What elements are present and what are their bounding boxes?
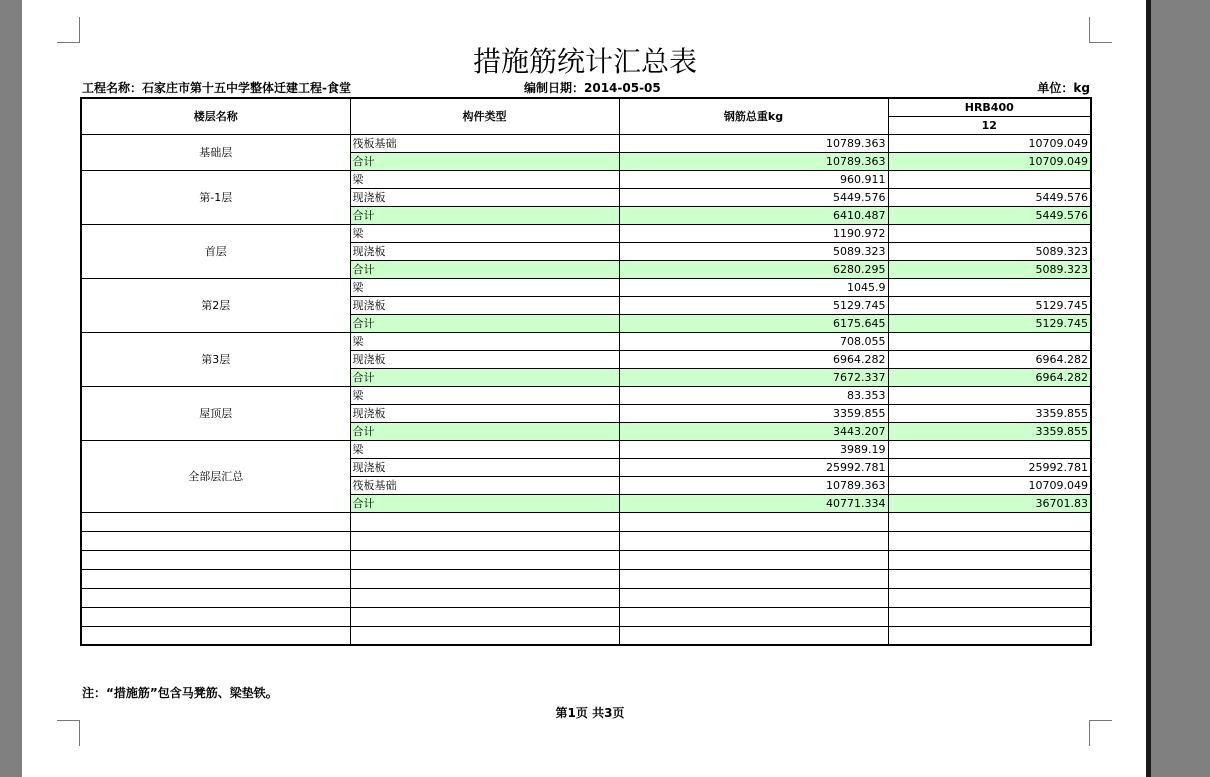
floor-name-cell: 屋顶层	[81, 386, 350, 440]
crop-mark-bottom-right	[1089, 720, 1112, 746]
total-weight-cell: 6964.282	[619, 350, 888, 368]
table-row	[81, 134, 1091, 152]
component-cell: 筏板基础	[350, 134, 619, 152]
total-weight-cell: 10789.363	[619, 134, 888, 152]
empty-cell	[619, 531, 888, 550]
empty-cell	[350, 531, 619, 550]
hrb400-d12-cell: 10709.049	[888, 134, 1091, 152]
header-total-weight: 钢筋总重kg	[619, 98, 888, 134]
table-body	[81, 134, 1091, 645]
floor-name-cell: 第3层	[81, 332, 350, 386]
component-cell: 合计	[350, 494, 619, 512]
component-cell: 合计	[350, 314, 619, 332]
project-name: 工程名称：石家庄市第十五中学整体迁建工程-食堂	[82, 81, 351, 95]
empty-cell	[619, 569, 888, 588]
component-cell: 梁	[350, 224, 619, 242]
component-cell: 梁	[350, 386, 619, 404]
table-row	[81, 170, 1091, 188]
empty-row	[81, 531, 1091, 550]
hrb400-d12-cell: 6964.282	[888, 368, 1091, 386]
empty-row	[81, 626, 1091, 645]
component-cell: 筏板基础	[350, 476, 619, 494]
hrb400-d12-cell: 25992.781	[888, 458, 1091, 476]
empty-cell	[619, 512, 888, 531]
empty-row	[81, 588, 1091, 607]
component-cell: 合计	[350, 206, 619, 224]
component-cell: 梁	[350, 278, 619, 296]
hrb400-d12-cell: 5089.323	[888, 260, 1091, 278]
empty-cell	[888, 569, 1091, 588]
hrb400-d12-cell: 5129.745	[888, 296, 1091, 314]
total-weight-cell: 1190.972	[619, 224, 888, 242]
table-row	[81, 440, 1091, 458]
hrb400-d12-cell	[888, 440, 1091, 458]
hrb400-d12-cell: 5449.576	[888, 206, 1091, 224]
empty-cell	[619, 626, 888, 645]
hrb400-d12-cell	[888, 332, 1091, 350]
component-cell: 合计	[350, 368, 619, 386]
total-weight-cell: 7672.337	[619, 368, 888, 386]
header-grade: HRB400	[888, 98, 1091, 116]
total-weight-cell: 3989.19	[619, 440, 888, 458]
total-weight-cell: 5089.323	[619, 242, 888, 260]
floor-name-cell: 首层	[81, 224, 350, 278]
empty-row	[81, 512, 1091, 531]
empty-cell	[350, 550, 619, 569]
component-cell: 现浇板	[350, 404, 619, 422]
total-weight-cell: 10789.363	[619, 476, 888, 494]
hrb400-d12-cell: 10709.049	[888, 476, 1091, 494]
hrb400-d12-cell: 5089.323	[888, 242, 1091, 260]
empty-cell	[81, 550, 350, 569]
component-cell: 现浇板	[350, 350, 619, 368]
empty-cell	[81, 626, 350, 645]
hrb400-d12-cell	[888, 386, 1091, 404]
component-cell: 梁	[350, 332, 619, 350]
total-weight-cell: 1045.9	[619, 278, 888, 296]
empty-cell	[619, 607, 888, 626]
hrb400-d12-cell	[888, 224, 1091, 242]
hrb400-d12-cell: 10709.049	[888, 152, 1091, 170]
empty-cell	[81, 512, 350, 531]
hrb400-d12-cell	[888, 170, 1091, 188]
total-weight-cell: 10789.363	[619, 152, 888, 170]
header-component: 构件类型	[350, 98, 619, 134]
footnote: 注：“措施筋”包含马凳筋、梁垫铁。	[82, 686, 278, 700]
empty-row	[81, 550, 1091, 569]
hrb400-d12-cell: 5449.576	[888, 188, 1091, 206]
floor-name-cell: 第2层	[81, 278, 350, 332]
component-cell: 合计	[350, 422, 619, 440]
empty-cell	[81, 569, 350, 588]
page-indicator: 第1页 共3页	[555, 706, 625, 720]
component-cell: 现浇板	[350, 188, 619, 206]
table-row	[81, 278, 1091, 296]
empty-cell	[81, 588, 350, 607]
empty-cell	[81, 607, 350, 626]
total-weight-cell: 83.353	[619, 386, 888, 404]
empty-row	[81, 607, 1091, 626]
empty-cell	[888, 607, 1091, 626]
empty-cell	[888, 550, 1091, 569]
empty-cell	[350, 569, 619, 588]
component-cell: 合计	[350, 260, 619, 278]
table-row	[81, 224, 1091, 242]
component-cell: 梁	[350, 170, 619, 188]
hrb400-d12-cell	[888, 278, 1091, 296]
total-weight-cell: 6175.645	[619, 314, 888, 332]
compile-date: 编制日期：2014-05-05	[524, 81, 661, 95]
total-weight-cell: 3359.855	[619, 404, 888, 422]
total-weight-cell: 3443.207	[619, 422, 888, 440]
component-cell: 现浇板	[350, 296, 619, 314]
empty-cell	[350, 588, 619, 607]
floor-name-cell: 第-1层	[81, 170, 350, 224]
empty-cell	[350, 512, 619, 531]
empty-cell	[619, 550, 888, 569]
component-cell: 合计	[350, 152, 619, 170]
empty-row	[81, 569, 1091, 588]
empty-cell	[888, 626, 1091, 645]
total-weight-cell: 708.055	[619, 332, 888, 350]
empty-cell	[350, 626, 619, 645]
total-weight-cell: 6280.295	[619, 260, 888, 278]
table-row	[81, 386, 1091, 404]
total-weight-cell: 960.911	[619, 170, 888, 188]
table-row	[81, 332, 1091, 350]
hrb400-d12-cell: 36701.83	[888, 494, 1091, 512]
unit-label: 单位：kg	[1037, 81, 1090, 95]
empty-cell	[81, 531, 350, 550]
total-weight-cell: 40771.334	[619, 494, 888, 512]
floor-name-cell: 基础层	[81, 134, 350, 170]
hrb400-d12-cell: 3359.855	[888, 422, 1091, 440]
component-cell: 梁	[350, 440, 619, 458]
component-cell: 现浇板	[350, 458, 619, 476]
report-title: 措施筋统计汇总表	[472, 45, 697, 78]
empty-cell	[888, 512, 1091, 531]
empty-cell	[888, 531, 1091, 550]
empty-cell	[619, 588, 888, 607]
total-weight-cell: 25992.781	[619, 458, 888, 476]
total-weight-cell: 5449.576	[619, 188, 888, 206]
component-cell: 现浇板	[350, 242, 619, 260]
empty-cell	[350, 607, 619, 626]
hrb400-d12-cell: 6964.282	[888, 350, 1091, 368]
floor-name-cell: 全部层汇总	[81, 440, 350, 512]
summary-table	[80, 97, 1092, 646]
page-shadow	[1146, 0, 1151, 777]
hrb400-d12-cell: 5129.745	[888, 314, 1091, 332]
header-floor: 楼层名称	[81, 98, 350, 134]
total-weight-cell: 6410.487	[619, 206, 888, 224]
header-diameter: 12	[888, 116, 1091, 134]
hrb400-d12-cell: 3359.855	[888, 404, 1091, 422]
crop-mark-bottom-left	[57, 720, 80, 746]
total-weight-cell: 5129.745	[619, 296, 888, 314]
empty-cell	[888, 588, 1091, 607]
